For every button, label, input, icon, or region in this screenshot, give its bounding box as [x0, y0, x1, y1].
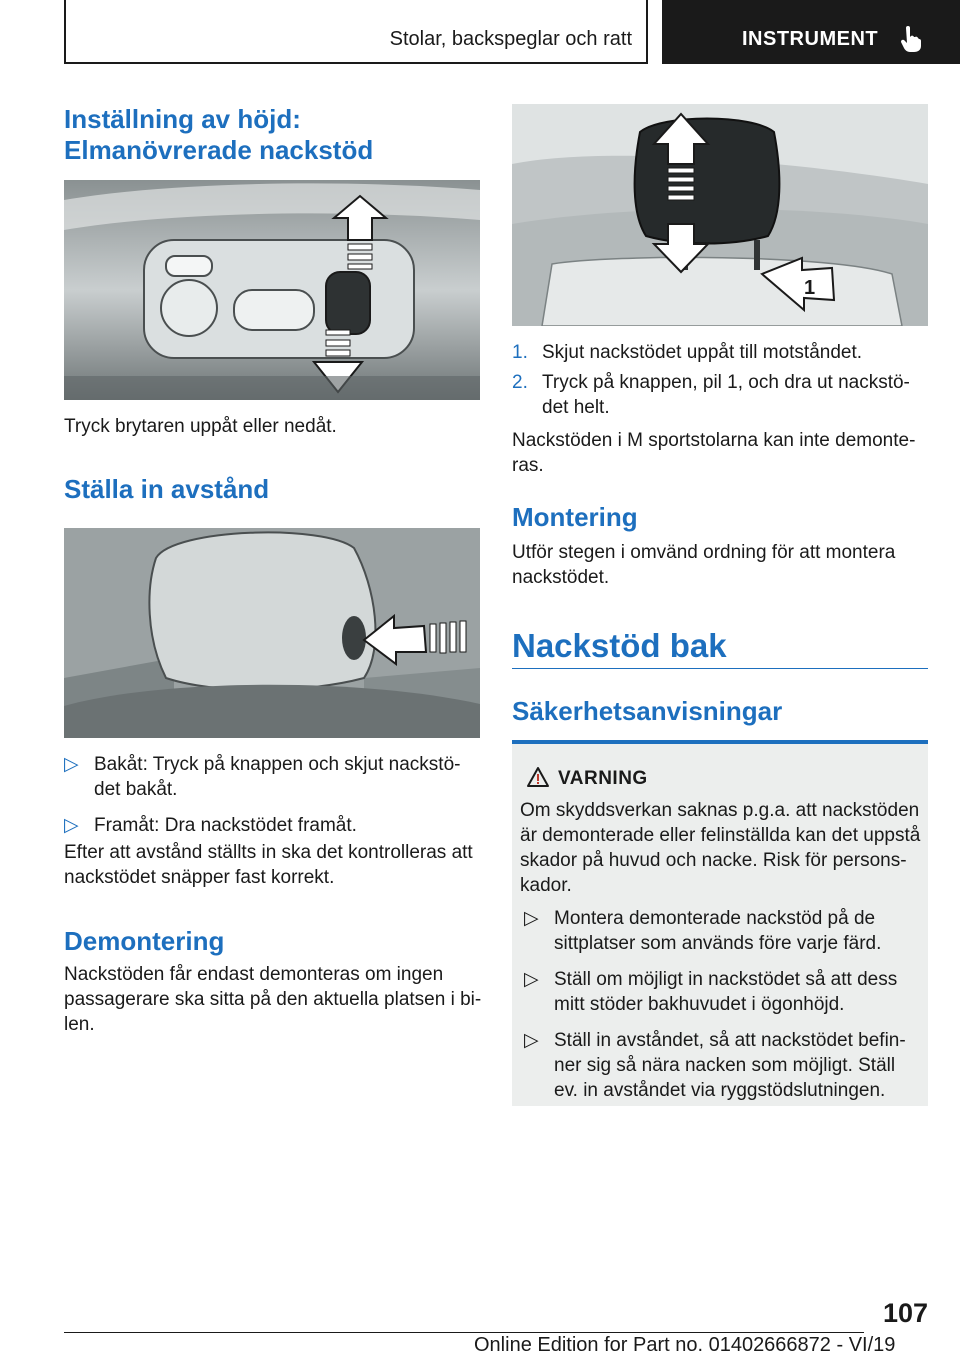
heading-height-line-2: Elmanövrerade nackstöd: [64, 135, 374, 165]
chapter-tab-label: INSTRUMENT: [742, 28, 879, 50]
list-item: [524, 967, 920, 1017]
warning-box: [512, 740, 928, 1106]
list-item: [64, 752, 484, 802]
step-number: 1.: [512, 342, 528, 363]
bullet-marker: ▷: [64, 815, 79, 836]
text-line: skador på huvud och nacke. Risk för persons‐: [520, 850, 907, 871]
heading-mount: Montering: [512, 502, 638, 532]
bullet-marker: ▷: [524, 969, 539, 990]
section-title: Stolar, backspeglar och ratt: [389, 28, 632, 50]
text-line: ras.: [512, 455, 544, 476]
text-line: kador.: [520, 875, 572, 896]
page-number: 107: [882, 1298, 928, 1328]
list-item-line: Ställ in avståndet, så att nackstödet befin‐: [554, 1030, 906, 1051]
heading-height: [64, 104, 484, 166]
chapter-tab[interactable]: [662, 0, 960, 64]
list-item-line: Bakåt: Tryck på knappen och skjut nackstö‐: [94, 754, 461, 775]
rear-headrest-image: [512, 104, 928, 326]
text-line: nackstödet.: [512, 567, 610, 588]
bullet-marker: ▷: [524, 908, 539, 929]
list-item-line: mitt stöder bakhuvudet i ögonhöjd.: [554, 994, 845, 1015]
text-line: Nackstöden får endast demonteras om ingen: [64, 964, 444, 985]
bullet-marker: ▷: [524, 1030, 539, 1051]
list-item-line: Skjut nackstödet uppåt till motståndet.: [542, 342, 863, 363]
heading-remove: Demontering: [64, 926, 225, 956]
headrest-image: [64, 528, 480, 738]
heading-underline: [512, 668, 928, 669]
list-item: [512, 370, 932, 420]
list-item-line: Framåt: Dra nackstödet framåt.: [94, 815, 357, 836]
text-line: Om skyddsverkan saknas p.g.a. att nackstöden: [520, 800, 920, 821]
list-item-line: Tryck på knappen, pil 1, och dra ut nackstö‐: [542, 372, 910, 393]
footer-rule: [64, 1332, 864, 1333]
list-item: [524, 1028, 920, 1103]
text-line: passagerare ska sitta på den aktuella platsen i bi‐: [64, 989, 482, 1010]
footer-edition: Online Edition for Part no. 01402666872 - VI/19: [474, 1334, 896, 1356]
step-number: 2.: [512, 372, 528, 393]
p-mount: [512, 540, 932, 590]
bullet-marker: ▷: [64, 754, 79, 775]
list-item-line: ner sig så nära nacken som möjligt. Ställ: [554, 1055, 896, 1076]
text-line: len.: [64, 1014, 95, 1035]
image-callout-1: 1: [804, 277, 816, 299]
text-line: Nackstöden i M sportstolarna kan inte demonte‐: [512, 430, 916, 451]
p-m-sport: [512, 428, 932, 478]
distance-list: [64, 752, 484, 838]
list-item-line: det helt.: [542, 397, 610, 418]
list-item-line: ev. in avståndet via ryggstödslutningen.: [554, 1080, 886, 1101]
text-line: nackstödet snäpper fast korrekt.: [64, 867, 335, 888]
seat-switch-image: [64, 180, 480, 400]
text-line: är demonterade eller felinställda kan det uppstå: [520, 825, 921, 846]
list-item: [512, 340, 932, 365]
text-line: Efter att avstånd ställts in ska det kontrolleras att: [64, 842, 473, 863]
warning-list: [524, 906, 920, 1103]
heading-height-line-1: Inställning av höjd:: [64, 104, 301, 134]
list-item-line: Montera demonterade nackstöd på de: [554, 908, 876, 929]
list-item: [524, 906, 920, 956]
steps-list: [512, 340, 932, 420]
heading-distance: Ställa in avstånd: [64, 474, 270, 504]
warning-text: [520, 798, 924, 898]
p-distance: [64, 840, 484, 890]
warning-title: VARNING: [558, 768, 648, 789]
list-item: [64, 813, 484, 838]
text-line: Utför stegen i omvänd ordning för att montera: [512, 542, 896, 563]
list-item-line: sittplatser som används före varje färd.: [554, 933, 882, 954]
heading-safety: Säkerhetsanvisningar: [512, 696, 783, 726]
list-item-line: det bakåt.: [94, 779, 178, 800]
p-height: Tryck brytaren uppåt eller nedåt.: [64, 416, 337, 437]
p-remove: [64, 962, 484, 1037]
hand-pointer-icon: [900, 26, 922, 52]
heading-rear-headrest: Nackstöd bak: [512, 627, 727, 664]
warning-triangle-icon: [526, 766, 550, 788]
header-section-box: [64, 0, 648, 64]
list-item-line: Ställ om möjligt in nackstödet så att dess: [554, 969, 898, 990]
